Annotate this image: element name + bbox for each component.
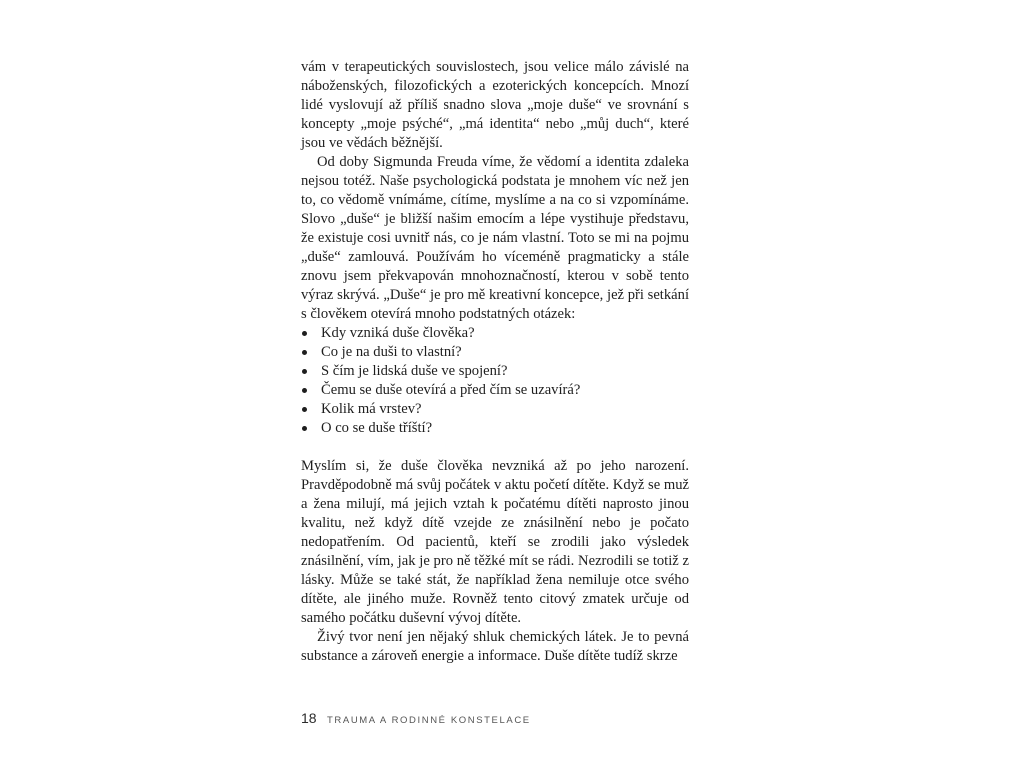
bullet-icon [302,369,307,374]
list-item-text: Co je na duši to vlastní? [321,344,462,360]
list-item-text: Kdy vzniká duše člověka? [321,325,475,341]
question-list [301,324,689,438]
list-item-text: O co se duše tříští? [321,420,433,436]
bullet-icon [302,388,307,393]
paragraph-4: Živý tvor není jen nějaký shluk chemických látek. Je to pevná substance a zároveň energie a informace. Duše dítěte tudíž skrze [301,629,689,664]
running-head: TRAUMA A RODINNÉ KONSTELACE [327,715,531,726]
list-item-text: Kolik má vrstev? [321,401,422,417]
list-item [301,400,689,419]
bullet-icon [302,407,307,412]
paragraph-3: Myslím si, že duše člověka nevzniká až po jeho narození. Pravděpodobně má svůj počátek v aktu početí dítěte. Když se muž a žena milují, má jejich vztah k počatému dítěti naprosto jinou kvalitu, než když dítě vzejde ze znásilnění nebo je počato nedopatřením. Od pacientů, kteří se zrodili jako výsledek znásilnění, vím, jak je pro ně těžké mít se rádi. Nezrodili se totiž z lásky. Může se také stát, že například žena nemiluje otce svého dítěte, ale jiného muže. Rovněž tento citový zmatek určuje od samého počátku duševní vývoj dítěte. [301,458,689,626]
paragraph-2: Od doby Sigmunda Freuda víme, že vědomí a identita zdaleka nejsou totéž. Naše psychologická podstata je mnohem víc než jen to, co vědomě vnímáme, cítíme, myslíme a na co si vzpomínáme. Slovo „duše“ je bližší našim emocím a lépe vystihuje představu, že existuje cosi uvnitř nás, co je nám vlastní. Toto se mi na pojmu „duše“ zamlouvá. Používám ho víceméně pragmaticky a stále znovu jsem překvapován mnohoznačností, kterou v sobě tento výraz skrývá. „Duše“ je pro mě kreativní koncepce, jež při setkání s člověkem otevírá mnoho podstatných otázek: [301,154,689,322]
bullet-icon [302,331,307,336]
list-item [301,381,689,400]
bullet-icon [302,426,307,431]
page-footer [301,710,531,728]
bullet-icon [302,350,307,355]
page-number: 18 [301,710,317,726]
list-item [301,419,689,438]
list-item-text: S čím je lidská duše ve spojení? [321,363,508,379]
list-item-text: Čemu se duše otevírá a před čím se uzavírá? [321,382,581,398]
list-item [301,343,689,362]
paragraph-1: vám v terapeutických souvislostech, jsou velice málo závislé na náboženských, filozofických a ezoterických koncepcích. Mnozí lidé vyslovují až příliš snadno slova „moje duše“ ve srovnání s koncepty „moje psýché“, „má identita“ nebo „můj duch“, které jsou ve vědách běžnější. [301,59,689,151]
page-text-block [301,58,689,666]
list-item [301,324,689,343]
list-item [301,362,689,381]
